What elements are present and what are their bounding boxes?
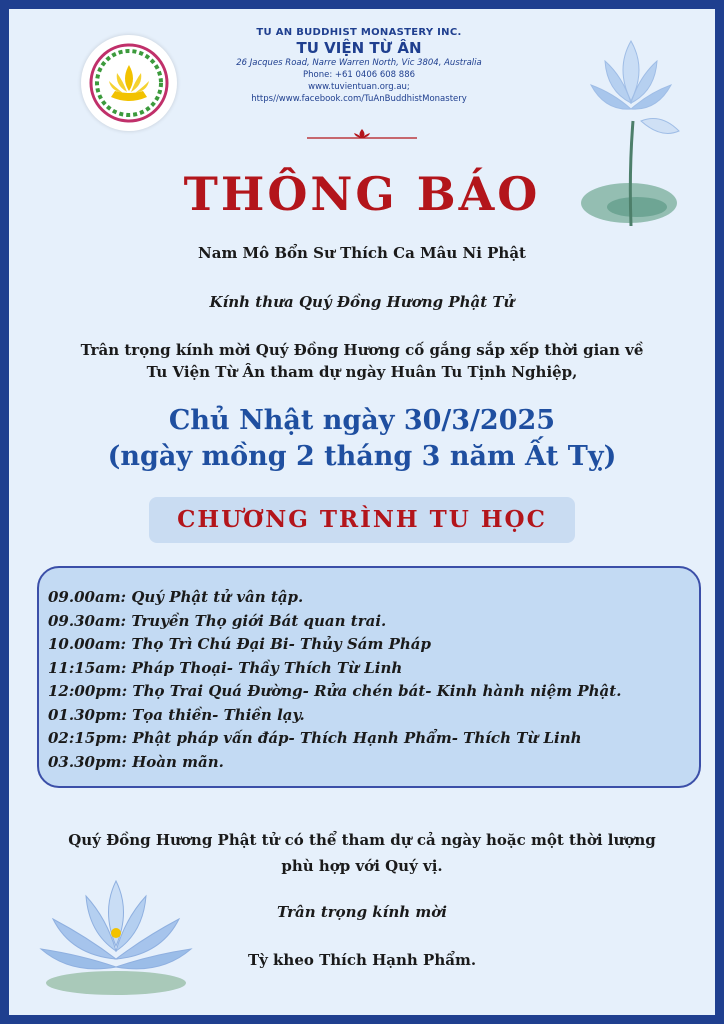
event-date-solar: Chủ Nhật ngày 30/3/2025 [168, 405, 556, 436]
org-facebook: https//www.facebook.com/TuAnBuddhistMonastery [251, 94, 467, 104]
event-date [9, 403, 715, 475]
regards-line: Trân trọng kính mời [277, 903, 447, 921]
greeting-line: Nam Mô Bổn Sư Thích Ca Mâu Ni Phật [198, 244, 526, 262]
schedule-box [37, 566, 701, 788]
signature-line: Tỳ kheo Thích Hạnh Phẩm. [247, 951, 477, 969]
schedule-item: 09.30am: Truyền Thọ giới Bát quan trai. [48, 611, 387, 630]
program-title: CHƯƠNG TRÌNH TU HỌC [149, 497, 575, 543]
org-phone: Phone: +61 0406 608 886 [302, 70, 416, 80]
salutation-line: Kính thưa Quý Đồng Hương Phật Tử [209, 293, 515, 311]
schedule-item: 12:00pm: Thọ Trai Quá Đường- Rửa chén bát- Kinh hành niệm Phật. [48, 682, 622, 700]
org-english-name: TU AN BUDDHIST MONASTERY INC. [256, 27, 462, 38]
schedule-item: 10.00am: Thọ Trì Chú Đại Bi- Thủy Sám Pháp [48, 635, 432, 653]
org-vietnamese-name: TU VIỆN TỪ ÂN [296, 39, 422, 57]
schedule-item: 11:15am: Pháp Thoại- Thầy Thích Từ Linh [48, 658, 403, 677]
event-date-lunar: (ngày mồng 2 tháng 3 năm Ất Tỵ) [107, 441, 617, 472]
notice-page [9, 9, 715, 1015]
schedule-item: 01.30pm: Tọa thiền- Thiền lạy. [48, 705, 305, 724]
notice-title: THÔNG BÁO [183, 167, 541, 221]
invitation-line-1: Trân trọng kính mời Quý Đồng Hương cố gắng sắp xếp thời gian về [80, 341, 644, 359]
schedule-item: 03.30pm: Hoàn mãn. [48, 752, 224, 771]
org-address: 26 Jacques Road, Narre Warren North, Vic 3804, Australia [236, 58, 482, 68]
monastery-logo [81, 35, 177, 131]
closing-line-2: phù hợp với Quý vị. [281, 857, 443, 875]
ornament-divider-icon [307, 127, 417, 141]
schedule-item: 09.00am: Quý Phật tử vân tập. [48, 588, 304, 606]
lotus-blossom-icon [31, 871, 201, 1001]
monastery-header [189, 27, 529, 105]
lotus-wreath-icon [81, 35, 177, 131]
invitation-line-2: Tu Viện Từ Ân tham dự ngày Huân Tu Tịnh Nghiệp, [146, 363, 578, 381]
org-website: www.tuvientuan.org.au; [308, 82, 410, 92]
closing-line-1: Quý Đồng Hương Phật tử có thể tham dự cả ngày hoặc một thời lượng [68, 831, 656, 849]
schedule-item: 02:15pm: Phật pháp vấn đáp- Thích Hạnh Phẩm- Thích Từ Linh [48, 729, 582, 747]
